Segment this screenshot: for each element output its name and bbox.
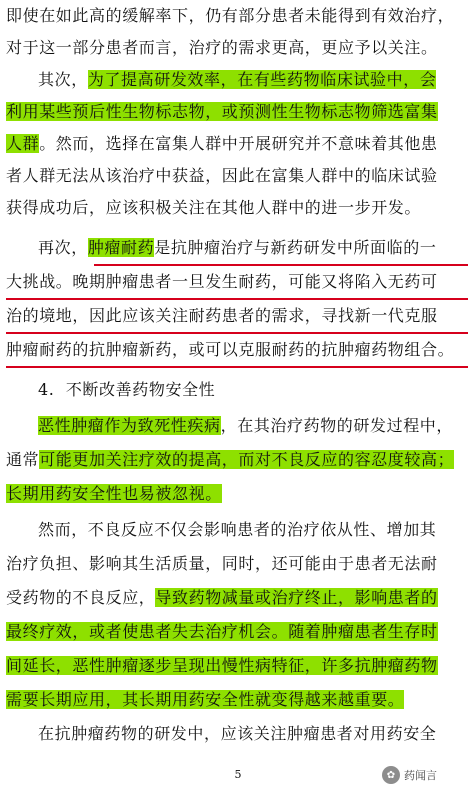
- text-line: 人群。然而，选择在富集人群中开展研究并不意味着其他患: [6, 134, 438, 153]
- highlight-span: 导致药物减量或治疗终止，影响患者的: [155, 588, 438, 607]
- text-line: [6, 96, 468, 128]
- highlight-span: 为了提高研发效率，在有些药物临床试验中，会: [87, 70, 437, 89]
- highlight-span: 人群: [6, 134, 40, 153]
- text-line: [6, 616, 468, 648]
- watermark: [382, 764, 437, 786]
- highlight-span: 恶性肿瘤作为致死性疾病: [38, 416, 221, 435]
- section-heading: 4. 不断改善药物安全性: [38, 380, 216, 399]
- watermark-text: 药闻言: [404, 769, 437, 782]
- highlight-span: 利用某些预后性生物标志物，或预测性生物标志物筛选富集: [6, 102, 438, 121]
- highlight-span: 长期用药安全性也易被忽视。: [6, 484, 222, 503]
- highlight-span: 最终疗效，或者使患者失去治疗机会。随着肿瘤患者生存时: [6, 622, 438, 641]
- text-line: [6, 650, 468, 682]
- wechat-icon: ✿: [382, 766, 400, 784]
- highlight-span: 需要长期应用，其长期用药安全性就变得越来越重要。: [6, 690, 405, 709]
- text-line: 即使在如此高的缓解率下，仍有部分患者未能得到有效治疗，: [6, 6, 455, 25]
- red-underline: [6, 366, 468, 368]
- text-line: 恶性肿瘤作为致死性疾病，在其治疗药物的研发过程中，: [38, 416, 454, 435]
- text-line: 然而，不良反应不仅会影响患者的治疗依从性、增加其: [38, 520, 437, 539]
- text-line: 获得成功后，应该积极关注在其他人群中的进一步开发。: [6, 198, 422, 217]
- text-line: 者人群无法从该治疗中获益，因此在富集人群中的临床试验: [6, 166, 438, 185]
- text-line: 治的境地，因此应该关注耐药患者的需求，寻找新一代克服: [6, 306, 438, 325]
- page-number: 5: [234, 768, 242, 781]
- text-line: 受药物的不良反应，导致药物减量或治疗终止，影响患者的: [6, 588, 438, 607]
- text-line: 对于这一部分患者而言，治疗的需求更高，更应予以关注。: [6, 38, 438, 57]
- text-line: 在抗肿瘤药物的研发中，应该关注肿瘤患者对用药安全: [38, 724, 437, 743]
- highlight-span: 间延长，恶性肿瘤逐步呈现出慢性病特征，许多抗肿瘤药物: [6, 656, 438, 675]
- text-line: 其次，为了提高研发效率，在有些药物临床试验中，会: [38, 70, 437, 89]
- text-line: 肿瘤耐药的抗肿瘤新药，或可以克服耐药的抗肿瘤药物组合。: [6, 340, 455, 359]
- text-line: [6, 478, 468, 510]
- text-line: 治疗负担、影响其生活质量，同时，还可能由于患者无法耐: [6, 554, 438, 573]
- text-line: 大挑战。晚期肿瘤患者一旦发生耐药，可能又将陷入无药可: [6, 272, 438, 291]
- text-line: 通常可能更加关注疗效的提高，而对不良反应的容忍度较高；: [6, 450, 455, 469]
- text-line: 再次，肿瘤耐药是抗肿瘤治疗与新药研发中所面临的一: [38, 238, 437, 257]
- highlight-span: 肿瘤耐药: [87, 238, 155, 257]
- text-line: [6, 684, 468, 716]
- highlight-span: 可能更加关注疗效的提高，而对不良反应的容忍度较高；: [39, 450, 455, 469]
